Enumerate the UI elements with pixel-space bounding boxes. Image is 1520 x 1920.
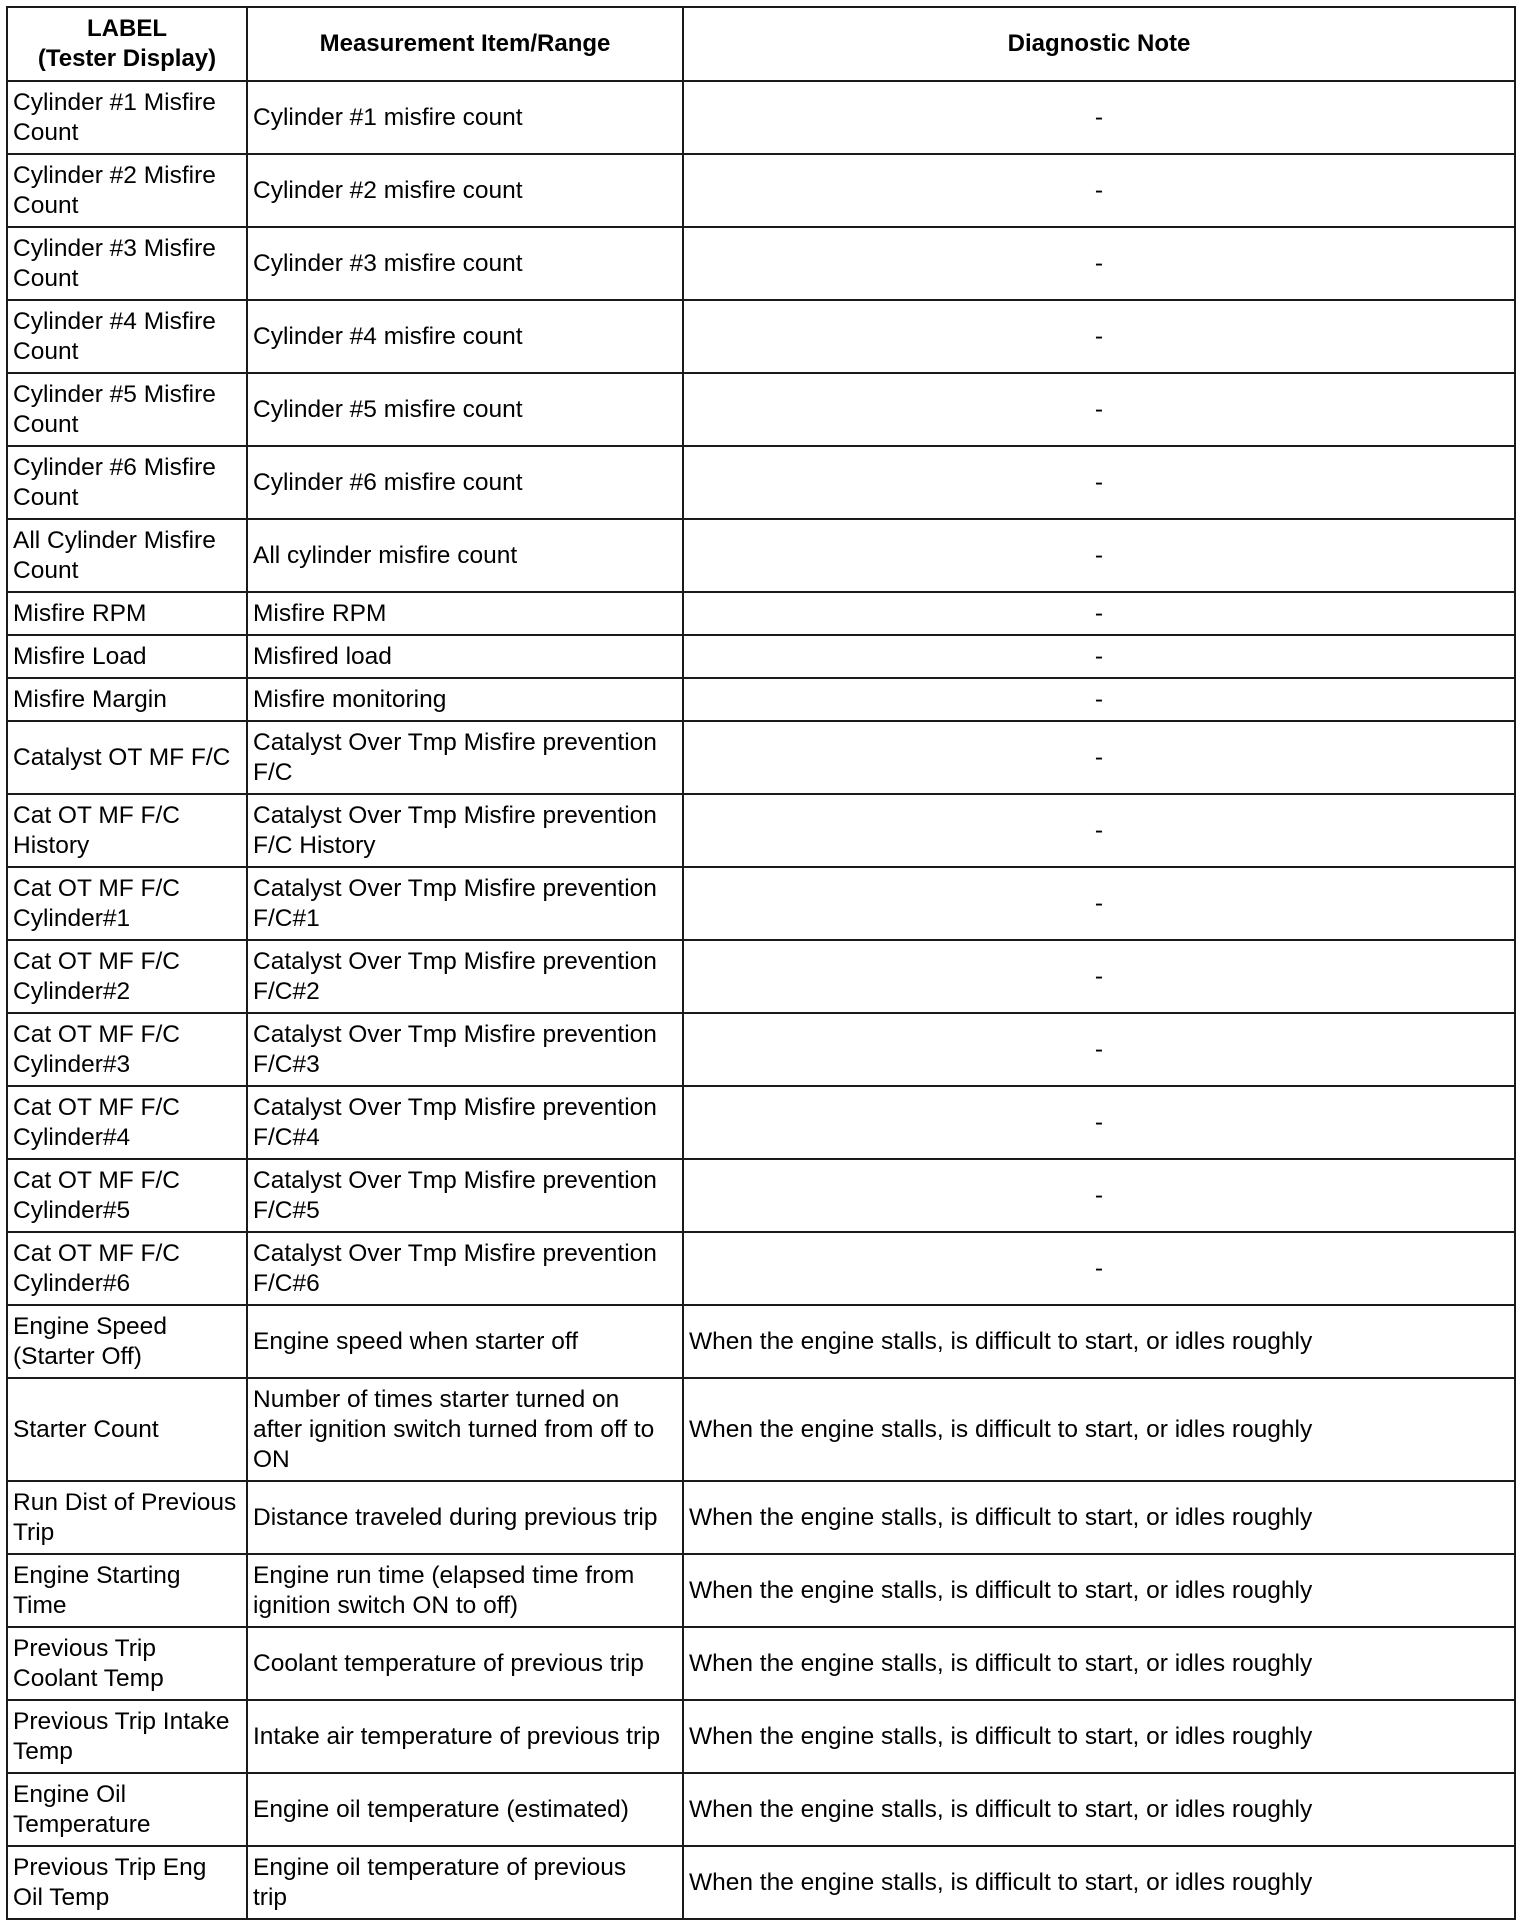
- table-row: [7, 154, 1515, 227]
- cell-measurement: Cylinder #2 misfire count: [247, 154, 683, 227]
- header-row: [7, 7, 1515, 81]
- cell-diagnostic-note: -: [683, 721, 1515, 794]
- cell-diagnostic-note: -: [683, 227, 1515, 300]
- cell-measurement: Engine oil temperature of previous trip: [247, 1846, 683, 1919]
- table-row: [7, 1773, 1515, 1846]
- cell-diagnostic-note: When the engine stalls, is difficult to start, or idles roughly: [683, 1554, 1515, 1627]
- table-row: [7, 1700, 1515, 1773]
- table-row: [7, 300, 1515, 373]
- table-body: [7, 81, 1515, 1919]
- cell-label: Previous Trip Eng Oil Temp: [7, 1846, 247, 1919]
- cell-label: Cylinder #6 Misfire Count: [7, 446, 247, 519]
- cell-diagnostic-note: When the engine stalls, is difficult to start, or idles roughly: [683, 1773, 1515, 1846]
- cell-label: Cylinder #5 Misfire Count: [7, 373, 247, 446]
- table-row: [7, 635, 1515, 678]
- table-row: [7, 519, 1515, 592]
- cell-measurement: Misfired load: [247, 635, 683, 678]
- cell-diagnostic-note: -: [683, 81, 1515, 154]
- cell-diagnostic-note: When the engine stalls, is difficult to start, or idles roughly: [683, 1627, 1515, 1700]
- cell-diagnostic-note: When the engine stalls, is difficult to start, or idles roughly: [683, 1481, 1515, 1554]
- cell-diagnostic-note: -: [683, 446, 1515, 519]
- cell-diagnostic-note: -: [683, 940, 1515, 1013]
- cell-measurement: Catalyst Over Tmp Misfire prevention F/C#6: [247, 1232, 683, 1305]
- cell-measurement: Distance traveled during previous trip: [247, 1481, 683, 1554]
- table-row: [7, 1846, 1515, 1919]
- table-row: [7, 227, 1515, 300]
- table-row: [7, 592, 1515, 635]
- cell-label: All Cylinder Misfire Count: [7, 519, 247, 592]
- cell-measurement: Catalyst Over Tmp Misfire prevention F/C#3: [247, 1013, 683, 1086]
- cell-label: Cat OT MF F/C Cylinder#5: [7, 1159, 247, 1232]
- cell-label: Misfire Load: [7, 635, 247, 678]
- cell-measurement: Engine speed when starter off: [247, 1305, 683, 1378]
- cell-measurement: Cylinder #4 misfire count: [247, 300, 683, 373]
- table-row: [7, 1481, 1515, 1554]
- table-row: [7, 1159, 1515, 1232]
- cell-diagnostic-note: -: [683, 373, 1515, 446]
- cell-measurement: Catalyst Over Tmp Misfire prevention F/C#1: [247, 867, 683, 940]
- cell-diagnostic-note: -: [683, 1159, 1515, 1232]
- cell-measurement: Catalyst Over Tmp Misfire prevention F/C#2: [247, 940, 683, 1013]
- cell-label: Cylinder #1 Misfire Count: [7, 81, 247, 154]
- cell-diagnostic-note: When the engine stalls, is difficult to start, or idles roughly: [683, 1700, 1515, 1773]
- cell-measurement: Engine oil temperature (estimated): [247, 1773, 683, 1846]
- cell-diagnostic-note: -: [683, 867, 1515, 940]
- cell-measurement: Intake air temperature of previous trip: [247, 1700, 683, 1773]
- cell-measurement: Catalyst Over Tmp Misfire prevention F/C#5: [247, 1159, 683, 1232]
- cell-label: Engine Speed (Starter Off): [7, 1305, 247, 1378]
- table-row: [7, 867, 1515, 940]
- cell-measurement: Cylinder #5 misfire count: [247, 373, 683, 446]
- cell-measurement: Coolant temperature of previous trip: [247, 1627, 683, 1700]
- cell-measurement: Cylinder #3 misfire count: [247, 227, 683, 300]
- table-row: [7, 794, 1515, 867]
- cell-measurement: Catalyst Over Tmp Misfire prevention F/C#4: [247, 1086, 683, 1159]
- cell-label: Run Dist of Previous Trip: [7, 1481, 247, 1554]
- table-row: [7, 81, 1515, 154]
- cell-measurement: Cylinder #6 misfire count: [247, 446, 683, 519]
- cell-label: Cat OT MF F/C Cylinder#1: [7, 867, 247, 940]
- cell-label: Cylinder #3 Misfire Count: [7, 227, 247, 300]
- table-row: [7, 446, 1515, 519]
- cell-label: Cat OT MF F/C Cylinder#3: [7, 1013, 247, 1086]
- cell-measurement: Cylinder #1 misfire count: [247, 81, 683, 154]
- table-row: [7, 721, 1515, 794]
- table-row: [7, 1627, 1515, 1700]
- cell-label: Engine Oil Temperature: [7, 1773, 247, 1846]
- cell-label: Misfire RPM: [7, 592, 247, 635]
- cell-label: Cat OT MF F/C Cylinder#2: [7, 940, 247, 1013]
- cell-label: Cat OT MF F/C History: [7, 794, 247, 867]
- table-row: [7, 1086, 1515, 1159]
- cell-measurement: Number of times starter turned on after ignition switch turned from off to ON: [247, 1378, 683, 1481]
- cell-measurement: Misfire RPM: [247, 592, 683, 635]
- cell-diagnostic-note: -: [683, 1013, 1515, 1086]
- data-table: [6, 6, 1516, 1920]
- cell-diagnostic-note: -: [683, 635, 1515, 678]
- cell-diagnostic-note: -: [683, 794, 1515, 867]
- cell-label: Cat OT MF F/C Cylinder#6: [7, 1232, 247, 1305]
- cell-label: Cat OT MF F/C Cylinder#4: [7, 1086, 247, 1159]
- cell-label: Engine Starting Time: [7, 1554, 247, 1627]
- cell-diagnostic-note: When the engine stalls, is difficult to start, or idles roughly: [683, 1378, 1515, 1481]
- cell-diagnostic-note: -: [683, 519, 1515, 592]
- table-row: [7, 1554, 1515, 1627]
- header-label: LABEL (Tester Display): [7, 7, 247, 81]
- cell-label: Cylinder #4 Misfire Count: [7, 300, 247, 373]
- cell-label: Previous Trip Coolant Temp: [7, 1627, 247, 1700]
- table-row: [7, 940, 1515, 1013]
- cell-label: Starter Count: [7, 1378, 247, 1481]
- cell-measurement: Engine run time (elapsed time from ignition switch ON to off): [247, 1554, 683, 1627]
- table-row: [7, 678, 1515, 721]
- cell-measurement: Catalyst Over Tmp Misfire prevention F/C: [247, 721, 683, 794]
- cell-diagnostic-note: -: [683, 1086, 1515, 1159]
- header-diagnostic-note: Diagnostic Note: [683, 7, 1515, 81]
- table-row: [7, 1378, 1515, 1481]
- cell-measurement: Catalyst Over Tmp Misfire prevention F/C History: [247, 794, 683, 867]
- table-row: [7, 1013, 1515, 1086]
- table-row: [7, 1232, 1515, 1305]
- header-measurement: Measurement Item/Range: [247, 7, 683, 81]
- cell-label: Catalyst OT MF F/C: [7, 721, 247, 794]
- table-row: [7, 373, 1515, 446]
- cell-diagnostic-note: -: [683, 592, 1515, 635]
- cell-diagnostic-note: -: [683, 154, 1515, 227]
- cell-diagnostic-note: -: [683, 678, 1515, 721]
- cell-measurement: Misfire monitoring: [247, 678, 683, 721]
- cell-diagnostic-note: When the engine stalls, is difficult to start, or idles roughly: [683, 1305, 1515, 1378]
- cell-label: Previous Trip Intake Temp: [7, 1700, 247, 1773]
- cell-diagnostic-note: -: [683, 300, 1515, 373]
- cell-diagnostic-note: When the engine stalls, is difficult to start, or idles roughly: [683, 1846, 1515, 1919]
- table-row: [7, 1305, 1515, 1378]
- cell-label: Misfire Margin: [7, 678, 247, 721]
- cell-diagnostic-note: -: [683, 1232, 1515, 1305]
- cell-label: Cylinder #2 Misfire Count: [7, 154, 247, 227]
- cell-measurement: All cylinder misfire count: [247, 519, 683, 592]
